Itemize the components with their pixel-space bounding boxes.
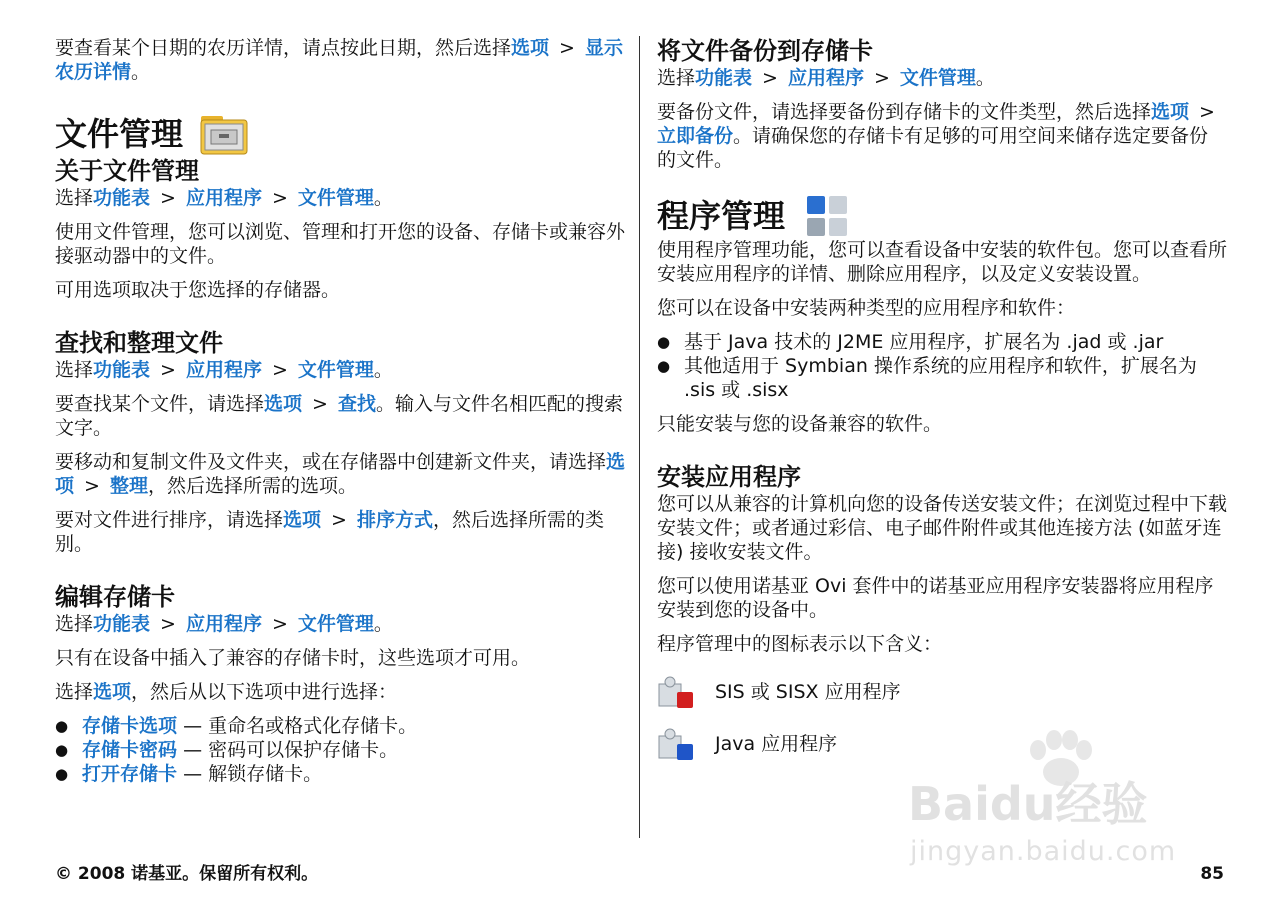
about-path: 选择功能表 > 应用程序 > 文件管理。 [55,187,393,209]
link-options[interactable]: 选项 [55,451,626,497]
about-file-manager-heading: 关于文件管理 [55,157,199,185]
link-unlock-memory-card[interactable]: 打开存储卡 [82,763,178,785]
folder-icon [199,112,249,156]
link-file-manager[interactable]: 文件管理 [297,359,374,381]
column-divider [639,36,640,838]
list-item: ● 存储卡密码 — 密码可以保护存储卡。 [55,738,627,762]
legend-label: Java 应用程序 [715,733,838,755]
link-find[interactable]: 查找 [337,393,376,415]
link-file-manager[interactable]: 文件管理 [297,187,374,209]
find-paragraph-3: 要对文件进行排序，请选择选项 > 排序方式，然后选择所需的类别。 [55,509,604,555]
link-backup-now[interactable]: 立即备份 [657,125,734,147]
about-paragraph-2: 可用选项取决于您选择的存储器。 [55,279,341,301]
edit-paragraph-1: 只有在设备中插入了兼容的存储卡时，这些选项才可用。 [55,647,531,669]
find-path: 选择功能表 > 应用程序 > 文件管理。 [55,359,393,381]
link-options[interactable]: 选项 [283,509,322,531]
edit-memory-card-heading: 编辑存储卡 [55,583,175,611]
link-menu[interactable]: 功能表 [93,613,151,635]
legend-item-sis [657,666,1227,718]
install-paragraph-2: 您可以使用诺基亚 Ovi 套件中的诺基亚应用程序安装器将应用程序安装到您的设备中。 [657,575,1214,621]
watermark-brand: Baidu经验 [908,777,1148,831]
app-manager-paragraph-1: 使用程序管理功能，您可以查看设备中安装的软件包。您可以查看所安装应用程序的详情、删除应用程序，以及定义安装设置。 [657,239,1228,285]
link-menu[interactable]: 功能表 [93,359,151,381]
link-memory-card-password[interactable]: 存储卡密码 [82,739,178,761]
install-paragraph-1: 您可以从兼容的计算机向您的设备传送安装文件；在浏览过程中下载安装文件；或者通过彩信、电子邮件附件或其他连接方法 (如蓝牙连接) 接收安装文件。 [657,493,1228,563]
link-applications[interactable]: 应用程序 [787,67,864,89]
list-item: ● 存储卡选项 — 重命名或格式化存储卡。 [55,714,627,738]
link-menu[interactable]: 功能表 [93,187,151,209]
edit-path: 选择功能表 > 应用程序 > 文件管理。 [55,613,393,635]
app-manager-icon [805,194,849,238]
link-show-lunar-details[interactable]: 显示农历详情 [55,37,623,83]
right-column [657,36,1227,770]
edit-paragraph-2: 选择选项，然后从以下选项中进行选择： [55,681,398,703]
find-paragraph-1: 要查找某个文件，请选择选项 > 查找。输入与文件名相匹配的搜索文字。 [55,393,623,439]
link-options[interactable]: 选项 [264,393,303,415]
app-types-list [657,330,1227,402]
install-apps-heading: 安装应用程序 [657,463,801,491]
page-number: 85 [1200,864,1224,884]
link-options[interactable]: 选项 [1151,101,1190,123]
link-applications[interactable]: 应用程序 [185,187,262,209]
find-paragraph-2: 要移动和复制文件及文件夹，或在存储器中创建新文件夹，请选择选项 > 整理，然后选择所需的选项。 [55,451,626,497]
link-applications[interactable]: 应用程序 [185,613,262,635]
install-paragraph-3: 程序管理中的图标表示以下含义： [657,633,943,655]
app-manager-title: 程序管理 [657,194,1227,238]
app-manager-paragraph-3: 只能安装与您的设备兼容的软件。 [657,413,943,435]
puzzle-red-icon [657,672,697,712]
backup-paragraph: 要备份文件，请选择要备份到存储卡的文件类型，然后选择选项 >立即备份。请确保您的存储卡有足够的可用空间来储存选定要备份的文件。 [657,101,1215,171]
find-files-heading: 查找和整理文件 [55,329,223,357]
puzzle-blue-icon [657,724,697,764]
backup-path: 选择功能表 > 应用程序 > 文件管理。 [657,67,995,89]
file-manager-title: 文件管理 [55,112,627,156]
link-file-manager[interactable]: 文件管理 [899,67,976,89]
link-sort-by[interactable]: 排序方式 [356,509,433,531]
list-item: ● 其他适用于 Symbian 操作系统的应用程序和软件，扩展名为 .sis 或 .sisx [657,354,1227,402]
link-organize[interactable]: 整理 [109,475,148,497]
memory-card-options-list [55,714,627,786]
watermark-url: jingyan.baidu.com [910,836,1177,867]
copyright: © 2008 诺基亚。保留所有权利。 [55,864,319,884]
backup-heading: 将文件备份到存储卡 [657,37,873,65]
app-manager-paragraph-2: 您可以在设备中安装两种类型的应用程序和软件： [657,297,1076,319]
list-item: ● 打开存储卡 — 解锁存储卡。 [55,762,627,786]
link-options[interactable]: 选项 [511,37,550,59]
legend-label: SIS 或 SISX 应用程序 [715,681,901,703]
intro-paragraph: 要查看某个日期的农历详情，请点按此日期，然后选择选项 > 显示农历详情。 [55,37,623,83]
link-options[interactable]: 选项 [93,681,132,703]
link-applications[interactable]: 应用程序 [185,359,262,381]
link-file-manager[interactable]: 文件管理 [297,613,374,635]
about-paragraph-1: 使用文件管理，您可以浏览、管理和打开您的设备、存储卡或兼容外接驱动器中的文件。 [55,221,626,267]
list-item: ● 基于 Java 技术的 J2ME 应用程序，扩展名为 .jad 或 .jar [657,330,1227,354]
link-memory-card-options[interactable]: 存储卡选项 [82,715,178,737]
baidu-watermark [908,728,1208,878]
link-menu[interactable]: 功能表 [695,67,753,89]
left-column [55,36,627,796]
